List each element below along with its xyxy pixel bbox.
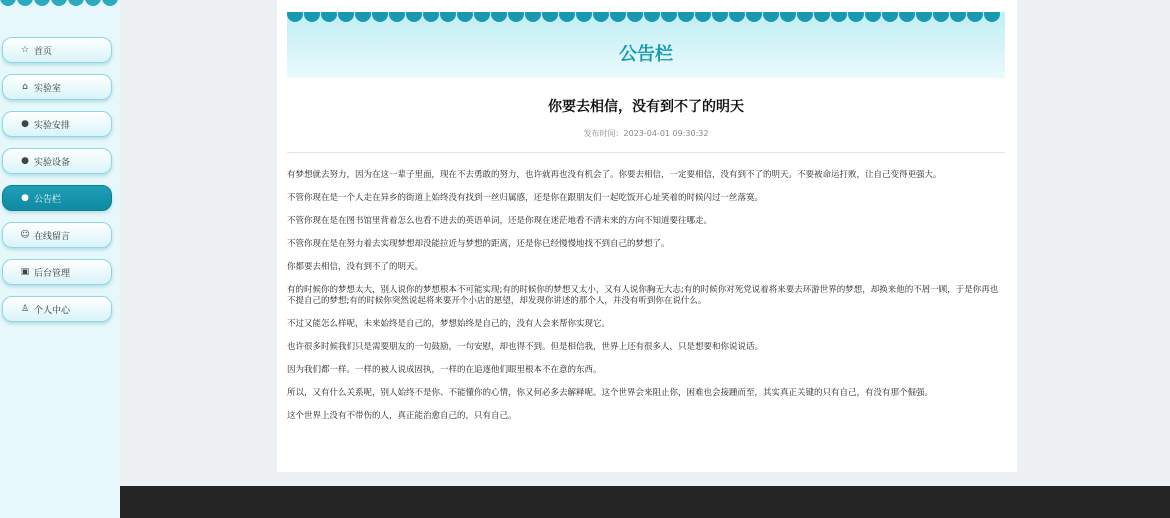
banner-title: 公告栏 bbox=[619, 44, 673, 65]
article-paragraph: 不过又能怎么样呢，未来始终是自己的，梦想始终是自己的，没有人会来帮你实现它。 bbox=[287, 318, 611, 329]
user-icon: ♙ bbox=[20, 304, 30, 314]
article-paragraph: 有梦想就去努力，因为在这一辈子里面，现在不去勇敢的努力，也许就再也没有机会了。你要去相信，一定要相信，没有到不了的明天。不要被命运打败，让自己变得更强大。 bbox=[287, 170, 942, 180]
dot-icon: ● bbox=[21, 119, 29, 129]
sidebar-item-messages[interactable] bbox=[2, 222, 112, 248]
article-paragraph: 有的时候你的梦想太大，别人说你的梦想根本不可能实现;有的时候你的梦想又太小，又有人说你胸无大志;有的时候你对死党说着将来要去环游世界的梦想，却换来他的不屑一顾，于是你再也不提自己的梦想;有的时候你突然说起将来要开个小店的愿望，却发现你讲述的那个人，并没有听到你在说什么。 bbox=[287, 285, 999, 306]
divider bbox=[287, 152, 1005, 153]
sidebar bbox=[0, 0, 120, 518]
article-paragraph: 这个世界上没有不带伤的人，真正能治愈自己的，只有自己。 bbox=[287, 410, 517, 421]
sidebar-item-equipment[interactable] bbox=[2, 148, 112, 174]
article-title: 你要去相信，没有到不了的明天 bbox=[548, 99, 744, 115]
home-icon: ⌂ bbox=[22, 82, 28, 92]
article-paragraph: 因为我们都一样。一样的被人说成固执，一样的在追逐他们眼里根本不在意的东西。 bbox=[287, 364, 602, 375]
dot-icon: ● bbox=[21, 156, 29, 166]
sidebar-scallop-decoration bbox=[0, 0, 120, 8]
sidebar-item-schedule[interactable] bbox=[2, 111, 112, 137]
sidebar-item-label: 实验设备 bbox=[34, 157, 71, 168]
clipboard-icon: ▣ bbox=[20, 267, 30, 277]
article-publish-time: 发布时间：2023-04-01 09:30:32 bbox=[583, 129, 709, 138]
article-paragraph: 不管你现在是在努力着去实现梦想却没能拉近与梦想的距离，还是你已经慢慢地找不到自己的梦想了。 bbox=[287, 239, 670, 249]
section-banner bbox=[287, 12, 1005, 78]
article-paragraph: 不管你现在是一个人走在异乡的街道上始终没有找到一丝归属感，还是你在跟朋友们一起吃饭开心址笑着的时候闪过一丝落寞。 bbox=[287, 193, 764, 203]
sidebar-item-label: 个人中心 bbox=[34, 305, 71, 316]
sidebar-item-notice-board[interactable] bbox=[2, 185, 112, 211]
article-paragraph: 你都要去相信，没有到不了的明天。 bbox=[287, 262, 424, 272]
sidebar-item-admin[interactable] bbox=[2, 259, 112, 285]
banner-scallop-decoration bbox=[287, 12, 1005, 22]
article-body bbox=[287, 170, 1005, 434]
smile-icon: ☺ bbox=[20, 230, 30, 240]
sidebar-item-label: 首页 bbox=[34, 46, 53, 57]
sidebar-item-label: 实验室 bbox=[34, 83, 62, 94]
dot-icon: ● bbox=[21, 193, 29, 203]
article-paragraph: 不管你现在是在图书馆里背着怎么也看不进去的英语单词，还是你现在迷茫地看不清未来的方向不知道要往哪走。 bbox=[287, 216, 713, 226]
star-icon: ☆ bbox=[20, 45, 30, 55]
sidebar-item-label: 实验安排 bbox=[34, 120, 71, 131]
article-card bbox=[277, 0, 1017, 472]
sidebar-item-home[interactable] bbox=[2, 37, 112, 63]
sidebar-item-label: 在线留言 bbox=[34, 231, 71, 242]
article-paragraph: 也许很多时候我们只是需要朋友的一句鼓励，一句安慰，却也得不到。但是相信我，世界上还有很多人，只是想要和你说说话。 bbox=[287, 341, 764, 352]
sidebar-item-profile[interactable] bbox=[2, 296, 112, 322]
page-footer bbox=[120, 486, 1170, 518]
sidebar-item-lab[interactable] bbox=[2, 74, 112, 100]
sidebar-item-label: 公告栏 bbox=[34, 194, 62, 205]
article-paragraph: 所以，又有什么关系呢，别人始终不是你、不能懂你的心情，你又何必多去解释呢。这个世界会来阻止你，困难也会接踵而至，其实真正关键的只有自己，有没有那个倔强。 bbox=[287, 387, 934, 398]
sidebar-item-label: 后台管理 bbox=[34, 268, 71, 279]
